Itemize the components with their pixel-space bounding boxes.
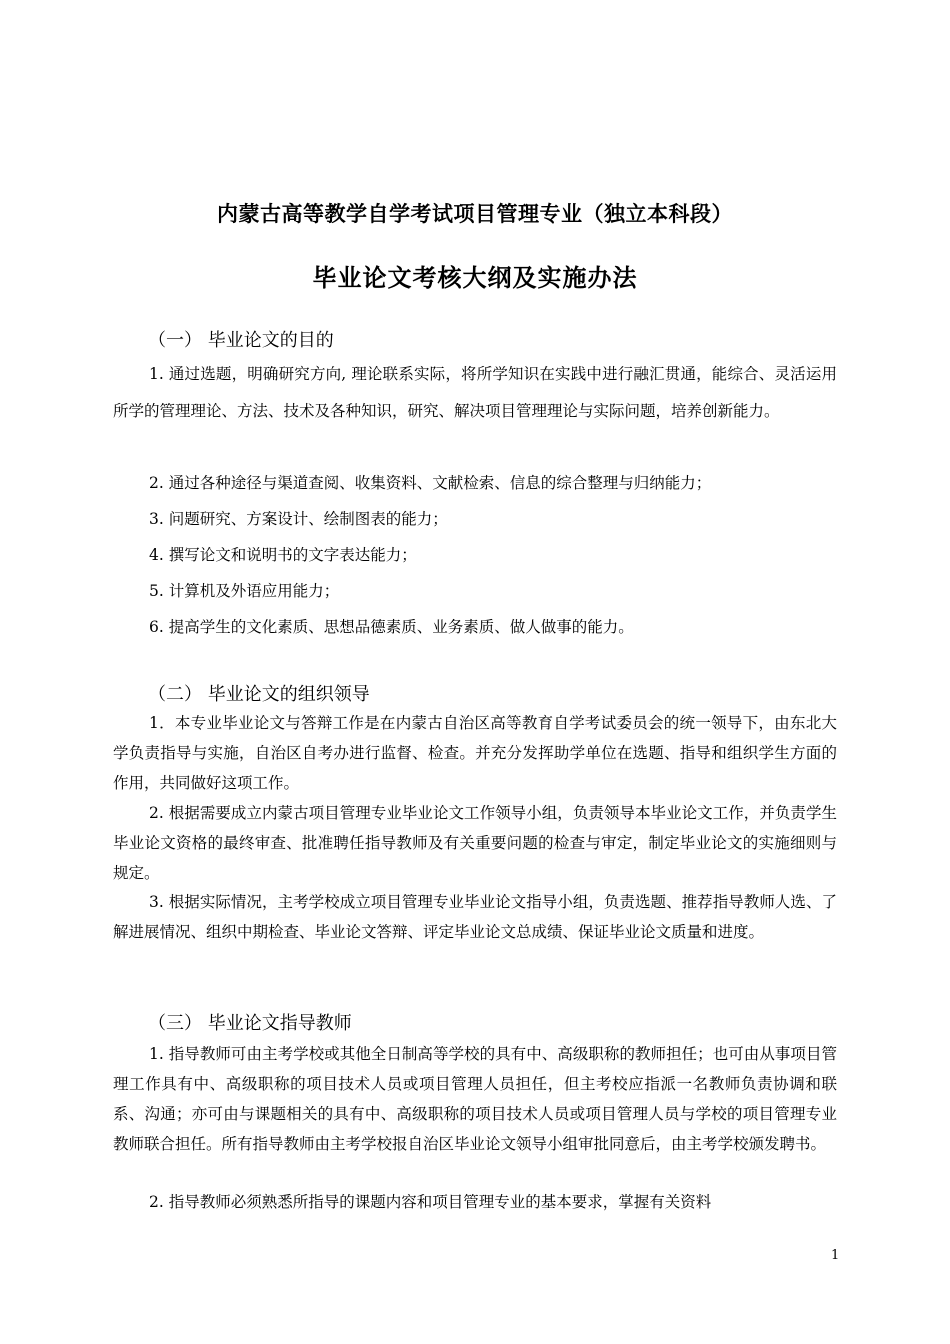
paragraph: 2. 指导教师必须熟悉所指导的课题内容和项目管理专业的基本要求，掌握有关资料 <box>149 1193 712 1211</box>
paragraph: 2. 通过各种途径与渠道查阅、收集资料、文献检索、信息的综合整理与归纳能力； <box>149 474 712 492</box>
paragraph: 4. 撰写论文和说明书的文字表达能力； <box>149 546 417 564</box>
section-heading-organization: （二） 毕业论文的组织领导 <box>148 684 370 705</box>
paragraph: 1. 指导教师可由主考学校或其他全日制高等学校的具有中、高级职称的教师担任；也可由从事项目管理工作具有中、高级职称的项目技术人员或项目管理人员担任，但主考校应指派一名教师负责协调和联系、沟通；亦可由与课题相关的具有中、高级职称的项目技术人员或项目管理人员与学校的项目管理专业教师联合担任。所有指导教师由主考学校报自治区毕业论文领导小组审批同意后，由主考学校颁发聘书。 <box>113 1045 837 1153</box>
paragraph: 1．本专业毕业论文与答辩工作是在内蒙古自治区高等教育自学考试委员会的统一领导下，由东北大学负责指导与实施，自治区自考办进行监督、检查。并充分发挥助学单位在选题、指导和组织学生方面的作用，共同做好这项工作。 <box>113 714 837 792</box>
paragraph: 3. 根据实际情况，主考学校成立项目管理专业毕业论文指导小组，负责选题、推荐指导教师人选、了解进展情况、组织中期检查、毕业论文答辩、评定毕业论文总成绩、保证毕业论文质量和进度。 <box>113 893 837 941</box>
document-title: 内蒙古高等教学自学考试项目管理专业（独立本科段） <box>217 202 733 226</box>
section-heading-advisors: （三） 毕业论文指导教师 <box>148 1013 352 1034</box>
paragraph: 6. 提高学生的文化素质、思想品德素质、业务素质、做人做事的能力。 <box>149 618 634 636</box>
page-number: 1 <box>831 1248 840 1263</box>
document-subtitle: 毕业论文考核大纲及实施办法 <box>312 264 638 292</box>
paragraph: 5. 计算机及外语应用能力； <box>149 582 340 600</box>
paragraph: 3. 问题研究、方案设计、绘制图表的能力； <box>149 510 448 528</box>
paragraph: 2. 根据需要成立内蒙古项目管理专业毕业论文工作领导小组，负责领导本毕业论文工作，并负责学生毕业论文资格的最终审查、批准聘任指导教师及有关重要问题的检查与审定，制定毕业论文的实施细则与规定。 <box>113 804 837 882</box>
paragraph: 1. 通过选题，明确研究方向, 理论联系实际，将所学知识在实践中进行融汇贯通，能综合、灵活运用所学的管理理论、方法、技术及各种知识，研究、解决项目管理理论与实际问题，培养创新能力。 <box>113 365 837 420</box>
section-heading-purpose: （一） 毕业论文的目的 <box>148 330 334 351</box>
